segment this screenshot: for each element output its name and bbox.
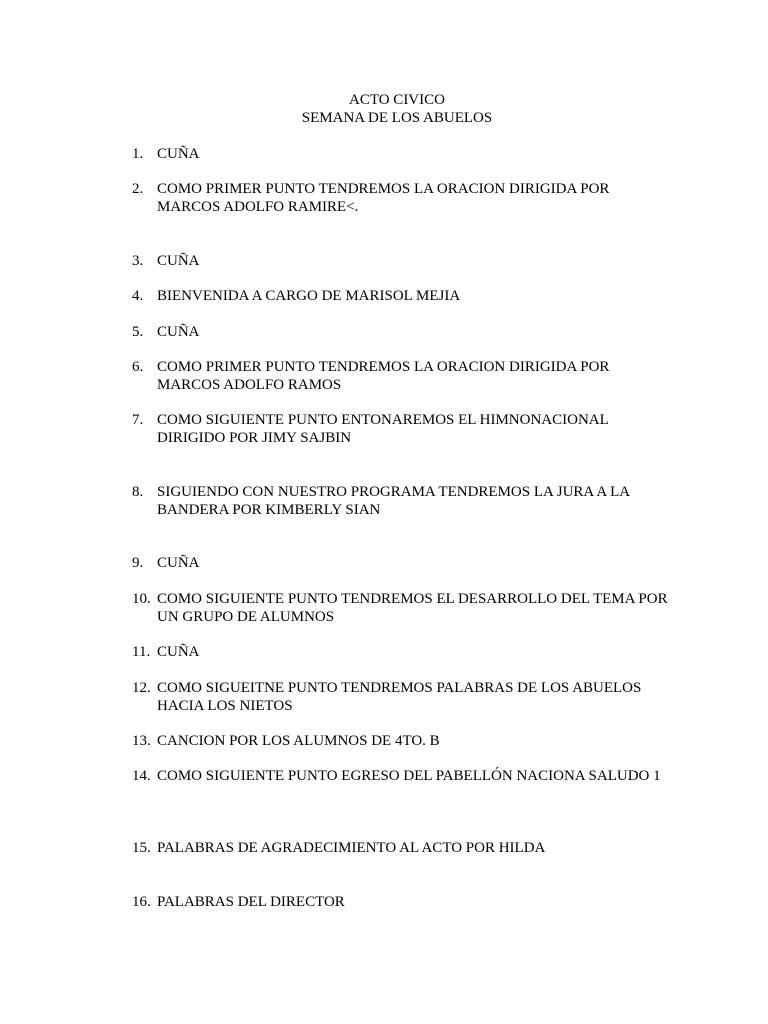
list-item [132, 893, 672, 911]
list-item-number: 6. [132, 359, 144, 375]
list-item-text: PALABRAS DE AGRADECIMIENTO AL ACTO POR HILDA [157, 840, 546, 856]
list-item-number: 9. [132, 555, 144, 571]
list-item-number: 13. [132, 733, 151, 749]
list-item-text: CANCION POR LOS ALUMNOS DE 4TO. B [157, 733, 440, 749]
list-item-text: CUÑA [157, 146, 200, 162]
list-item-text: COMO SIGUIENTE PUNTO ENTONAREMOS EL HIMNONACIONAL DIRIGIDO POR JIMY SAJBIN [157, 412, 609, 446]
list-item [132, 643, 672, 661]
list-item [132, 323, 672, 341]
list-item [132, 679, 672, 715]
list-item [132, 252, 672, 270]
list-item-text: COMO PRIMER PUNTO TENDREMOS LA ORACION DIRIGIDA POR MARCOS ADOLFO RAMOS [157, 359, 610, 393]
list-item-text: COMO PRIMER PUNTO TENDREMOS LA ORACION DIRIGIDA POR MARCOS ADOLFO RAMIRE<. [157, 181, 610, 215]
list-item-number: 4. [132, 288, 144, 304]
document-subtitle: SEMANA DE LOS ABUELOS [301, 110, 493, 126]
list-item-text: CUÑA [157, 253, 200, 269]
list-item [132, 767, 672, 785]
list-item-number: 8. [132, 484, 144, 500]
list-item [132, 180, 672, 216]
list-item-number: 10. [132, 591, 151, 607]
list-item [132, 554, 672, 572]
list-item-text: SIGUIENDO CON NUESTRO PROGRAMA TENDREMOS LA JURA A LA BANDERA POR KIMBERLY SIAN [157, 484, 630, 518]
document-title: ACTO CIVICO [349, 92, 445, 108]
list-item-number: 15. [132, 840, 151, 856]
list-item-number: 14. [132, 768, 151, 784]
list-item-number: 16. [132, 894, 151, 910]
list-item-number: 1. [132, 146, 144, 162]
list-item [132, 287, 672, 305]
list-item-text: CUÑA [157, 644, 200, 660]
list-item-number: 3. [132, 253, 144, 269]
list-item [132, 358, 672, 394]
list-item-text: PALABRAS DEL DIRECTOR [157, 894, 345, 910]
list-item-number: 11. [132, 644, 151, 660]
list-item [132, 839, 672, 857]
list-item [132, 145, 672, 163]
list-item [132, 411, 672, 447]
list-item-text: BIENVENIDA A CARGO DE MARISOL MEJIA [157, 288, 461, 304]
list-item [132, 590, 672, 626]
list-item-number: 12. [132, 680, 151, 696]
list-item-text: CUÑA [157, 324, 200, 340]
list-item [132, 483, 672, 519]
list-item-number: 7. [132, 412, 144, 428]
list-item-text: CUÑA [157, 555, 200, 571]
list-item-text: COMO SIGUIENTE PUNTO TENDREMOS EL DESARROLLO DEL TEMA POR UN GRUPO DE ALUMNOS [157, 591, 668, 625]
list-item-number: 5. [132, 324, 144, 340]
list-item-text: COMO SIGUIENTE PUNTO EGRESO DEL PABELLÓN NACIONA SALUDO 1 [157, 768, 661, 784]
list-item [132, 732, 672, 750]
list-item-number: 2. [132, 181, 144, 197]
list-item-text: COMO SIGUEITNE PUNTO TENDREMOS PALABRAS DE LOS ABUELOS HACIA LOS NIETOS [157, 680, 642, 714]
